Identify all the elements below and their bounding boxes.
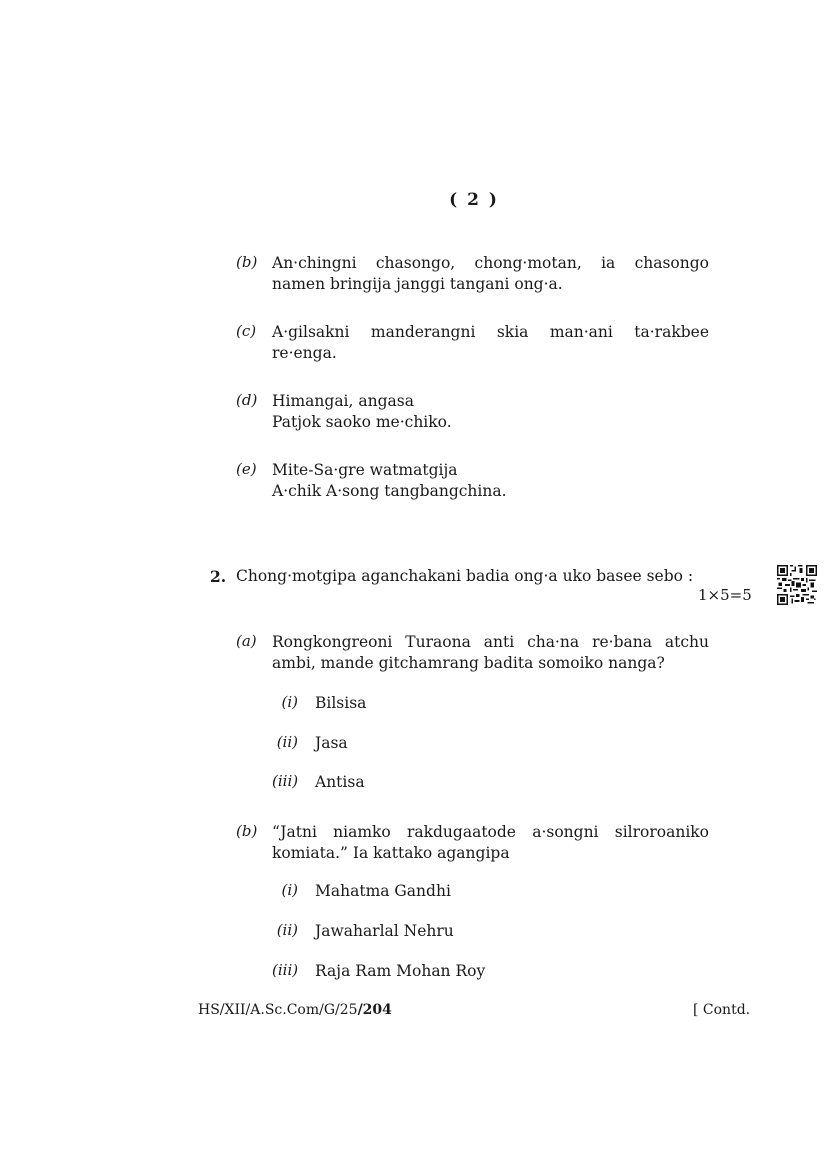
option-label: (iii): [272, 961, 299, 979]
part-b-line1: “Jatni niamko rakdugaatode a·songni silroroaniko: [272, 823, 709, 841]
paper-code-suffix: /204: [357, 1002, 392, 1018]
part-a-line2: ambi, mande gitchamrang badita somoiko nanga?: [272, 654, 665, 672]
item-d-line2: Patjok saoko me·chiko.: [272, 413, 452, 431]
option-label: (i): [281, 693, 298, 711]
qr-code-icon: [777, 565, 817, 605]
option-text: Jasa: [315, 734, 348, 752]
item-c-line1: A·gilsakni manderangni skia man·ani ta·rakbee: [272, 323, 709, 341]
option-text: Mahatma Gandhi: [315, 882, 451, 900]
option-text: Jawaharlal Nehru: [315, 922, 454, 940]
option-label: (ii): [276, 921, 298, 939]
option-label: (iii): [272, 772, 299, 790]
option-label: (ii): [276, 733, 298, 751]
question-2-marks: 1×5=5: [698, 586, 752, 604]
part-b-line2: komiata.” Ia kattako agangipa: [272, 844, 510, 862]
item-c-line2: re·enga.: [272, 344, 337, 362]
part-b-label: (b): [236, 822, 258, 840]
item-e-line1: Mite-Sa·gre watmatgija: [272, 461, 458, 479]
item-d-label: (d): [236, 391, 258, 409]
paper-code: [198, 1002, 392, 1018]
part-a-line1: Rongkongreoni Turaona anti cha·na re·bana atchu: [272, 633, 709, 651]
question-2-text: Chong·motgipa aganchakani badia ong·a uko basee sebo :: [236, 567, 694, 585]
option-text: Bilsisa: [315, 694, 367, 712]
part-a-label: (a): [236, 632, 257, 650]
option-text: Raja Ram Mohan Roy: [315, 962, 486, 980]
page-number: ( 2 ): [449, 190, 499, 210]
item-d-line1: Himangai, angasa: [272, 392, 414, 410]
item-c-label: (c): [236, 322, 257, 340]
item-b-line2: namen bringija janggi tangani ong·a.: [272, 275, 563, 293]
item-e-label: (e): [236, 460, 257, 478]
item-b-line1: An·chingni chasongo, chong·motan, ia chasongo: [272, 254, 709, 272]
continued-marker: [ Contd.: [693, 1002, 751, 1018]
question-2-number: 2.: [210, 567, 227, 586]
item-e-line2: A·chik A·song tangbangchina.: [272, 482, 507, 500]
paper-code-prefix: HS/XII/A.Sc.Com/G/25: [198, 1002, 358, 1018]
item-b-label: (b): [236, 253, 258, 271]
option-label: (i): [281, 881, 298, 899]
option-text: Antisa: [315, 773, 365, 791]
